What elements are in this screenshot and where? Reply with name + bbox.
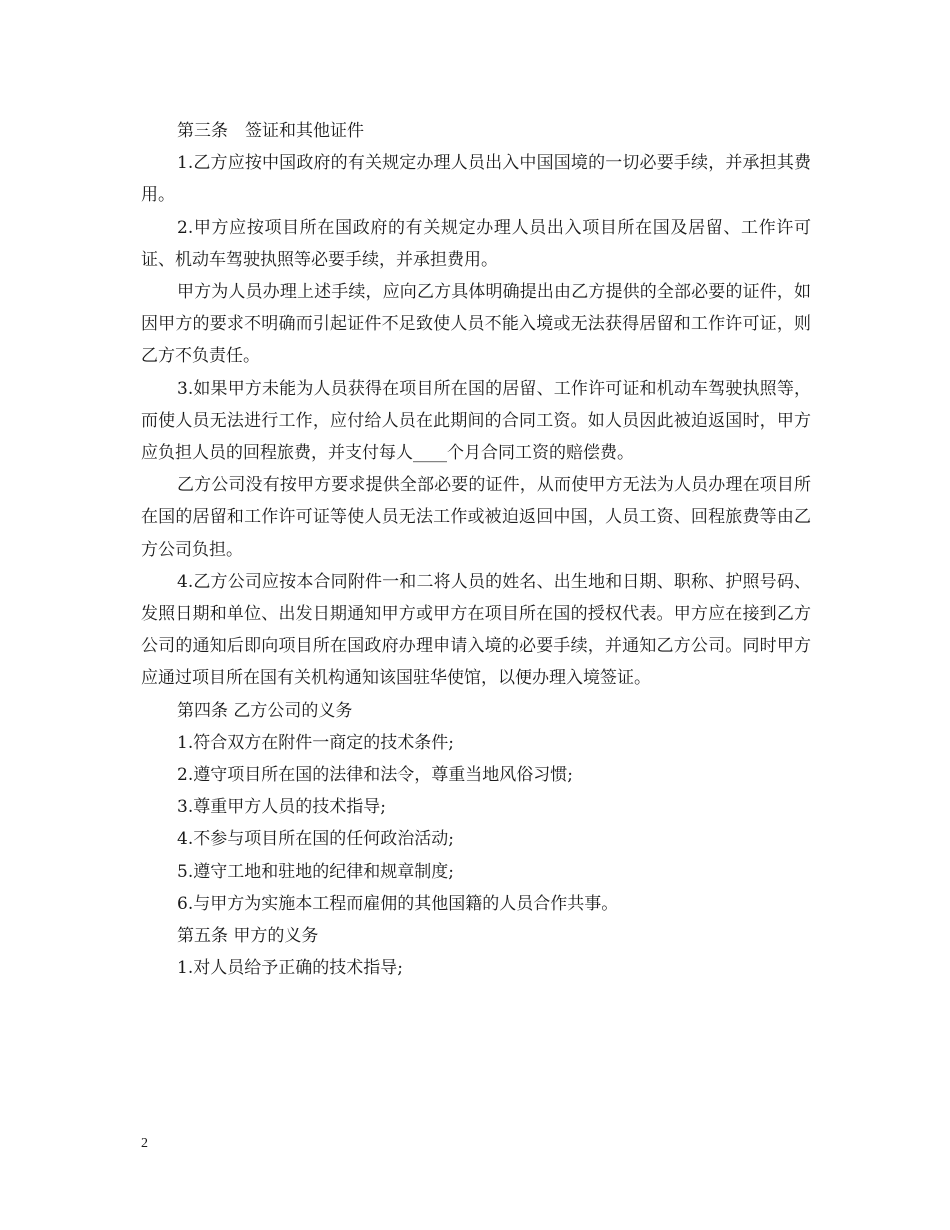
article-4-item-4: 4.不参与项目所在国的任何政治活动; [177,829,454,850]
article-4-item-2: 2.遵守项目所在国的法律和法令，尊重当地风俗习惯; [177,765,573,786]
page-number: 2 [141,1136,148,1151]
article-3-heading: 第三条 签证和其他证件 [177,121,364,141]
article-4-item-1: 1.符合双方在附件一商定的技术条件; [177,732,454,753]
article-3-clause-4: 4.乙方公司应按本合同附件一和二将人员的姓名、出生地和日期、职称、护照号码、发照日期和单位、出发日期通知甲方或甲方在项目所在国的授权代表。甲方应在接到乙方公司的通知后即向项目所在国政府办理申请入境的必要手续，并通知乙方公司。同时甲方应通过项目所在国有关机构通知该国驻华使馆，以便办理入境签证。 [141,571,811,689]
article-5-heading: 第五条 甲方的义务 [177,926,319,947]
article-4-item-5: 5.遵守工地和驻地的纪律和规章制度; [177,861,454,882]
article-3-clause-3-note: 乙方公司没有按甲方要求提供全部必要的证件，从而使甲方无法为人员办理在项目所在国的居留和工作许可证等使人员无法工作或被迫返回中国，人员工资、回程旅费等由乙方公司负担。 [141,475,811,560]
article-3-clause-2: 2.甲方应按项目所在国政府的有关规定办理人员出入项目所在国及居留、工作许可证、机动车驾驶执照等必要手续，并承担费用。 [141,217,811,270]
document-body [141,115,811,984]
article-3-clause-1: 1.乙方应按中国政府的有关规定办理人员出入中国国境的一切必要手续，并承担其费用。 [141,153,811,206]
article-4-item-3: 3.尊重甲方人员的技术指导; [177,797,386,818]
article-4-item-6: 6.与甲方为实施本工程而雇佣的其他国籍的人员合作共事。 [177,893,619,914]
article-5-item-1: 1.对人员给予正确的技术指导; [177,958,403,979]
article-3-clause-3: 3.如果甲方未能为人员获得在项目所在国的居留、工作许可证和机动车驾驶执照等，而使人员无法进行工作，应付给人员在此期间的合同工资。如人员因此被迫返国时，甲方应负担人员的回程旅费，并支付每人____个月合同工资的赔偿费。 [141,378,811,464]
article-4-heading: 第四条 乙方公司的义务 [177,700,353,721]
article-3-clause-2-note: 甲方为人员办理上述手续，应向乙方具体明确提出由乙方提供的全部必要的证件，如因甲方的要求不明确而引起证件不足致使人员不能入境或无法获得居留和工作许可证，则乙方不负责任。 [141,282,811,367]
